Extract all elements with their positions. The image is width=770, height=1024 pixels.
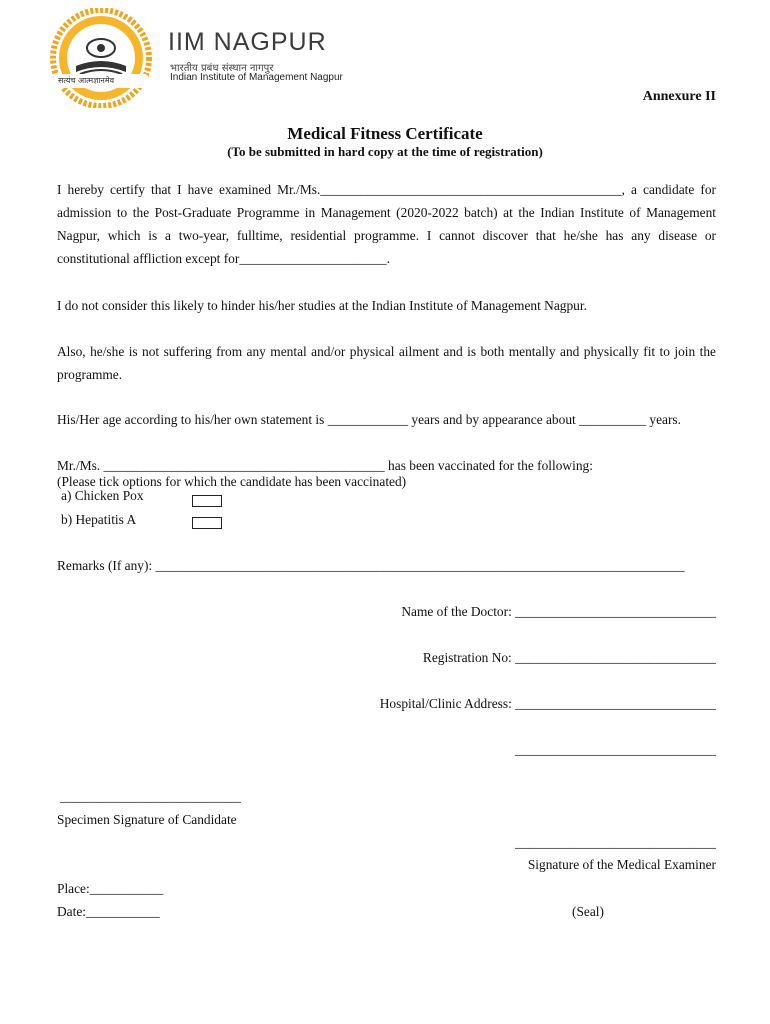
doctor-name-field[interactable]: Name of the Doctor: ______________________________ [401, 604, 716, 619]
registration-no-field[interactable]: Registration No: ______________________________ [422, 650, 716, 665]
vaccination-line: Mr./Ms. __________________________________________ has been vaccinated for the following: [57, 458, 593, 473]
candidate-signature-label: Specimen Signature of Candidate [57, 812, 237, 827]
annexure-label: Annexure II [642, 89, 716, 104]
chicken-pox-checkbox[interactable] [192, 495, 222, 507]
logo-emblem-icon [40, 8, 162, 108]
date-field[interactable]: Date:___________ [57, 904, 160, 919]
vaccine-hepatitis-a-label: b) Hepatitis A [61, 512, 137, 527]
examiner-signature-label: Signature of the Medical Examiner [527, 857, 716, 872]
remarks-field[interactable]: Remarks (If any): _______________________________________________________________________________ [57, 558, 685, 573]
logo-motto: सत्यंच आत्मज्ञानमेव [58, 76, 115, 85]
fitness-paragraph: Also, he/she is not suffering from any mental and/or physical ailment and is both mentally and physically fit to join the programme. [57, 344, 716, 382]
place-field[interactable]: Place:___________ [57, 881, 164, 896]
vaccine-chicken-pox-label: a) Chicken Pox [61, 488, 144, 503]
examiner-signature-line[interactable]: ______________________________ [515, 835, 716, 850]
age-line: His/Her age according to his/her own statement is ____________ years and by appearance about __________ years. [57, 412, 681, 427]
hinder-paragraph: I do not consider this likely to hinder his/her studies at the Indian Institute of Management Nagpur. [57, 298, 587, 313]
hospital-address-field[interactable]: Hospital/Clinic Address: ______________________________ [379, 696, 716, 711]
hospital-address-line2[interactable]: ______________________________ [515, 742, 716, 757]
vaccination-note: (Please tick options for which the candidate has been vaccinated) [57, 474, 407, 489]
iim-nagpur-logo [40, 8, 162, 108]
brand-title: IIM NAGPUR [168, 28, 327, 56]
certify-paragraph: I hereby certify that I have examined Mr./Ms._____________________________________________, a candidate for admission to the Post-Graduate Programme in Management (2020-2022 batch) at the Indian Institute of Management Nagpur, which is a two-year, fulltime, residential programme. I cannot discover that he/she has any disease or constitutional affliction except for______________________. [57, 182, 716, 266]
page-subtitle: (To be submitted in hard copy at the time of registration) [227, 144, 543, 159]
page-title: Medical Fitness Certificate [287, 124, 483, 143]
candidate-signature-line[interactable]: ___________________________ [60, 789, 241, 804]
brand-subtitle: Indian Institute of Management Nagpur [170, 72, 343, 83]
seal-label: (Seal) [572, 904, 604, 919]
brand-hindi-name: भारतीय प्रबंध संस्थान नागपुर [170, 63, 274, 74]
hepatitis-a-checkbox[interactable] [192, 517, 222, 529]
